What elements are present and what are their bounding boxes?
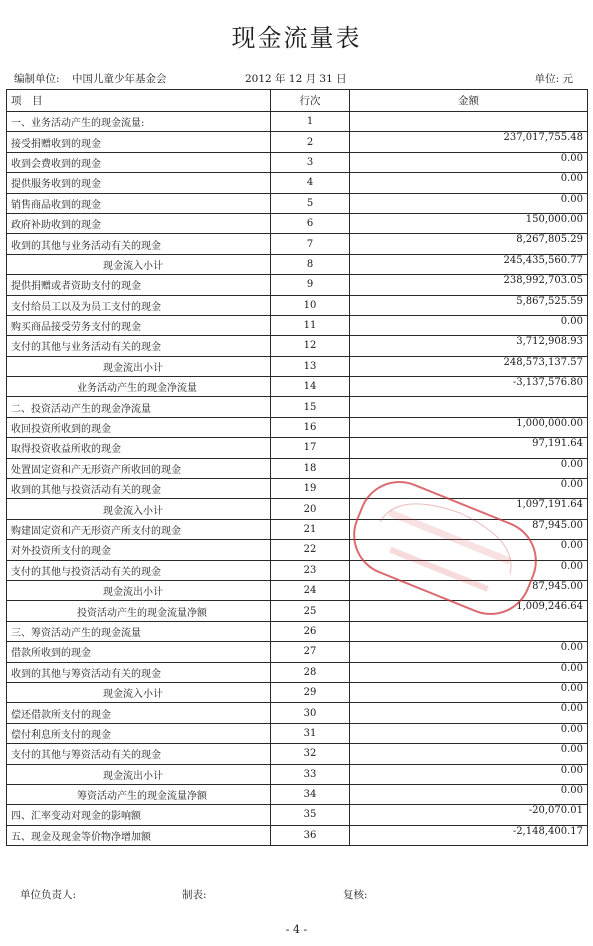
preparer-label: 制表: <box>182 889 207 901</box>
row-item: 现金流入小计 <box>7 254 271 274</box>
row-item: 借款所收到的现金 <box>7 642 271 662</box>
table-row <box>7 621 588 641</box>
header-item: 项 目 <box>7 90 271 112</box>
row-line: 4 <box>271 173 350 193</box>
row-amount: 0.00 <box>350 173 588 193</box>
row-item: 现金流出小计 <box>7 356 271 376</box>
table-row <box>7 315 588 335</box>
table-row <box>7 703 588 723</box>
row-amount: 1,000,000.00 <box>350 417 588 437</box>
table-header-row <box>7 90 588 112</box>
table-row <box>7 132 588 152</box>
row-line: 35 <box>271 805 350 825</box>
row-item: 偿付利息所支付的现金 <box>7 723 271 743</box>
row-amount: -20,070.01 <box>350 805 588 825</box>
row-amount: 5,867,525.59 <box>350 295 588 315</box>
currency-unit: 单位: 元 <box>534 73 573 85</box>
row-line: 32 <box>271 744 350 764</box>
row-item: 收到的其他与筹资活动有关的现金 <box>7 662 271 682</box>
row-item: 取得投资收益所收的现金 <box>7 438 271 458</box>
row-line: 18 <box>271 458 350 478</box>
row-item: 收到的其他与业务活动有关的现金 <box>7 234 271 254</box>
row-amount: 245,435,560.77 <box>350 254 588 274</box>
row-item: 对外投资所支付的现金 <box>7 540 271 560</box>
table-row <box>7 682 588 702</box>
row-amount <box>350 397 588 417</box>
row-item: 现金流入小计 <box>7 499 271 519</box>
report-meta <box>10 71 583 85</box>
row-line: 26 <box>271 621 350 641</box>
row-line: 10 <box>271 295 350 315</box>
table-row <box>7 438 588 458</box>
row-amount: 1,009,246.64 <box>350 601 588 621</box>
row-item: 二、投资活动产生的现金净流量 <box>7 397 271 417</box>
table-row <box>7 397 588 417</box>
row-amount: 150,000.00 <box>350 213 588 233</box>
row-amount: 1,097,191.64 <box>350 499 588 519</box>
org-name: 中国儿童少年基金会 <box>72 73 167 85</box>
row-line: 20 <box>271 499 350 519</box>
row-item: 投资活动产生的现金流量净额 <box>7 601 271 621</box>
row-item: 三、筹资活动产生的现金流量 <box>7 621 271 641</box>
row-amount: 0.00 <box>350 682 588 702</box>
row-line: 1 <box>271 112 350 132</box>
table-row <box>7 784 588 804</box>
row-amount: 237,017,755.48 <box>350 132 588 152</box>
row-item: 购买商品接受劳务支付的现金 <box>7 315 271 335</box>
row-line: 3 <box>271 152 350 172</box>
row-item: 现金流出小计 <box>7 764 271 784</box>
row-item: 业务活动产生的现金净流量 <box>7 377 271 397</box>
row-amount: 0.00 <box>350 458 588 478</box>
row-item: 四、汇率变动对现金的影响额 <box>7 805 271 825</box>
row-line: 19 <box>271 479 350 499</box>
row-item: 支付的其他与业务活动有关的现金 <box>7 336 271 356</box>
row-amount: 8,267,805.29 <box>350 234 588 254</box>
header-amount: 金额 <box>350 90 588 112</box>
row-line: 27 <box>271 642 350 662</box>
row-line: 25 <box>271 601 350 621</box>
reviewer-label: 复核: <box>343 889 368 901</box>
row-item: 一、业务活动产生的现金流量: <box>7 112 271 132</box>
org-label: 编制单位: <box>14 73 60 85</box>
table-row <box>7 275 588 295</box>
table-row <box>7 336 588 356</box>
table-row <box>7 417 588 437</box>
row-item: 购建固定资和产无形资产所支付的现金 <box>7 519 271 539</box>
table-row <box>7 642 588 662</box>
table-row <box>7 519 588 539</box>
page-number: - 4 - <box>285 923 308 936</box>
table-row <box>7 805 588 825</box>
table-row <box>7 193 588 213</box>
table-row <box>7 499 588 519</box>
row-line: 11 <box>271 315 350 335</box>
row-line: 6 <box>271 213 350 233</box>
table-row <box>7 723 588 743</box>
row-item: 处置固定资和产无形资产所收回的现金 <box>7 458 271 478</box>
row-item: 偿还借款所支付的现金 <box>7 703 271 723</box>
row-amount: 0.00 <box>350 764 588 784</box>
row-line: 9 <box>271 275 350 295</box>
row-item: 收到的其他与投资活动有关的现金 <box>7 479 271 499</box>
row-item: 现金流出小计 <box>7 580 271 600</box>
head-label: 单位负责人: <box>20 889 77 901</box>
row-amount: 238,992,703.05 <box>350 275 588 295</box>
row-line: 12 <box>271 336 350 356</box>
row-amount: 0.00 <box>350 479 588 499</box>
row-item: 政府补助收到的现金 <box>7 213 271 233</box>
row-line: 2 <box>271 132 350 152</box>
table-row <box>7 540 588 560</box>
row-item: 筹资活动产生的现金流量净额 <box>7 784 271 804</box>
row-amount: 0.00 <box>350 784 588 804</box>
table-row <box>7 662 588 682</box>
report-date: 2012 年 12 月 31 日 <box>245 73 347 85</box>
table-row <box>7 377 588 397</box>
row-line: 5 <box>271 193 350 213</box>
row-amount: 248,573,137.57 <box>350 356 588 376</box>
table-row <box>7 458 588 478</box>
table-row <box>7 479 588 499</box>
row-amount: -2,148,400.17 <box>350 825 588 845</box>
table-row <box>7 744 588 764</box>
row-line: 15 <box>271 397 350 417</box>
table-row <box>7 213 588 233</box>
row-amount: 0.00 <box>350 662 588 682</box>
row-line: 21 <box>271 519 350 539</box>
row-amount: 0.00 <box>350 744 588 764</box>
table-row <box>7 234 588 254</box>
table-row <box>7 764 588 784</box>
row-line: 30 <box>271 703 350 723</box>
row-amount: 97,191.64 <box>350 438 588 458</box>
signature-footer <box>20 887 580 903</box>
row-amount: 0.00 <box>350 642 588 662</box>
header-line: 行次 <box>271 90 350 112</box>
table-row <box>7 580 588 600</box>
row-line: 29 <box>271 682 350 702</box>
table-row <box>7 560 588 580</box>
row-line: 13 <box>271 356 350 376</box>
row-item: 提供捐赠或者资助支付的现金 <box>7 275 271 295</box>
row-line: 36 <box>271 825 350 845</box>
row-line: 17 <box>271 438 350 458</box>
row-amount: 0.00 <box>350 723 588 743</box>
row-amount: 0.00 <box>350 315 588 335</box>
row-line: 33 <box>271 764 350 784</box>
row-item: 收回投资所收到的现金 <box>7 417 271 437</box>
row-line: 8 <box>271 254 350 274</box>
row-amount: 0.00 <box>350 540 588 560</box>
row-amount: 87,945.00 <box>350 519 588 539</box>
row-amount: 0.00 <box>350 560 588 580</box>
row-item: 现金流入小计 <box>7 682 271 702</box>
table-row <box>7 112 588 132</box>
row-amount: 87,945.00 <box>350 580 588 600</box>
row-amount: -3,137,576.80 <box>350 377 588 397</box>
row-line: 14 <box>271 377 350 397</box>
row-item: 销售商品收到的现金 <box>7 193 271 213</box>
row-item: 接受捐赠收到的现金 <box>7 132 271 152</box>
row-line: 24 <box>271 580 350 600</box>
row-item: 支付给员工以及为员工支付的现金 <box>7 295 271 315</box>
row-line: 34 <box>271 784 350 804</box>
table-row <box>7 173 588 193</box>
table-row <box>7 601 588 621</box>
table-row <box>7 356 588 376</box>
table-row <box>7 254 588 274</box>
row-amount: 3,712,908.93 <box>350 336 588 356</box>
page-title: 现金流量表 <box>231 24 362 52</box>
row-line: 28 <box>271 662 350 682</box>
table-row <box>7 295 588 315</box>
table-body <box>7 112 588 846</box>
row-amount: 0.00 <box>350 703 588 723</box>
row-amount <box>350 621 588 641</box>
cash-flow-table <box>6 89 588 846</box>
row-item: 支付的其他与投资活动有关的现金 <box>7 560 271 580</box>
row-line: 7 <box>271 234 350 254</box>
table-row <box>7 825 588 845</box>
row-amount <box>350 112 588 132</box>
row-line: 22 <box>271 540 350 560</box>
row-line: 31 <box>271 723 350 743</box>
row-line: 16 <box>271 417 350 437</box>
row-item: 提供服务收到的现金 <box>7 173 271 193</box>
row-amount: 0.00 <box>350 152 588 172</box>
table-row <box>7 152 588 172</box>
row-line: 23 <box>271 560 350 580</box>
row-item: 支付的其他与筹资活动有关的现金 <box>7 744 271 764</box>
row-amount: 0.00 <box>350 193 588 213</box>
row-item: 五、现金及现金等价物净增加额 <box>7 825 271 845</box>
row-item: 收到会费收到的现金 <box>7 152 271 172</box>
